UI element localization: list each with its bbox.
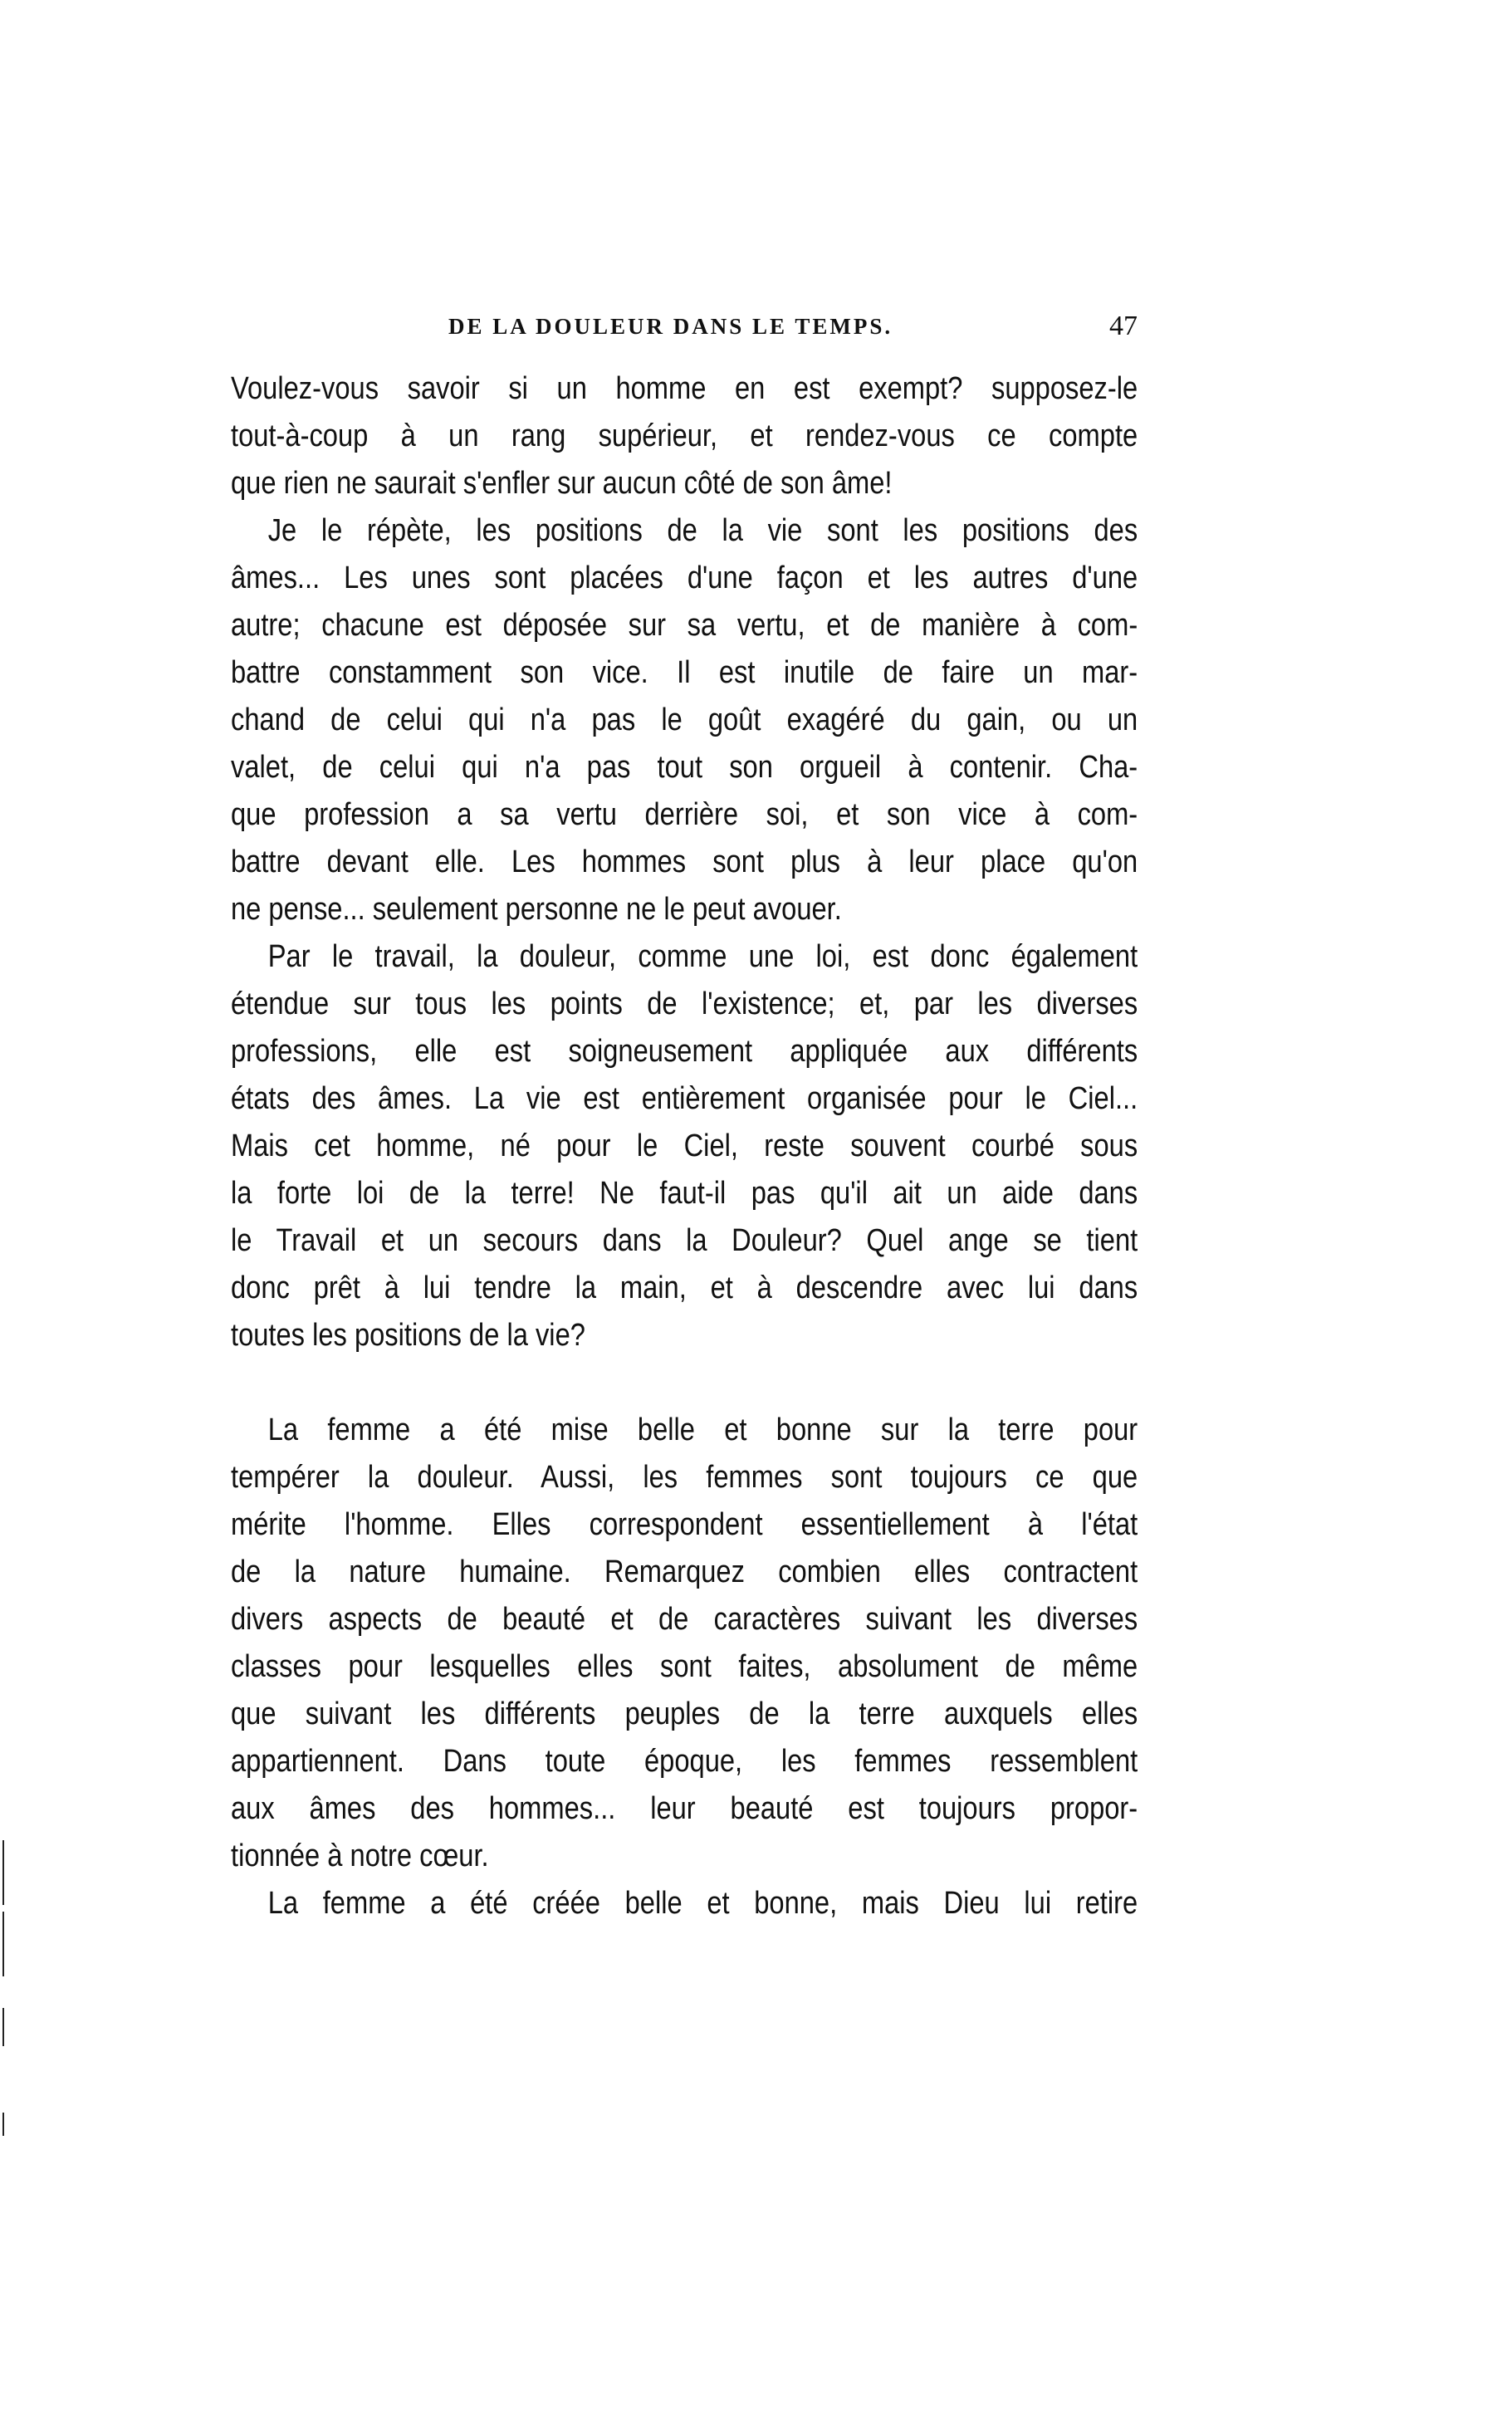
- scan-artifact-line: [2, 1840, 4, 1905]
- text-line: divers aspects de beauté et de caractères suivant les diverses: [231, 1602, 1138, 1637]
- text-line: que suivant les différents peuples de la terre auxquels elles: [231, 1697, 1138, 1731]
- running-header: [231, 311, 1138, 344]
- text-line: que profession a sa vertu derrière soi, et son vice à com-: [231, 797, 1138, 832]
- text-line: tout-à-coup à un rang supérieur, et rendez-vous ce compte: [231, 419, 1138, 453]
- text-line: âmes... Les unes sont placées d'une façon et les autres d'une: [231, 561, 1138, 595]
- text-line: toutes les positions de la vie?: [231, 1318, 585, 1353]
- body-text: [231, 365, 1138, 1927]
- text-line: tempérer la douleur. Aussi, les femmes sont toujours ce que: [231, 1460, 1138, 1495]
- text-line: valet, de celui qui n'a pas tout son orgueil à contenir. Cha-: [231, 750, 1138, 785]
- text-line: battre constamment son vice. Il est inutile de faire un mar-: [231, 655, 1138, 690]
- text-line: le Travail et un secours dans la Douleur? Quel ange se tient: [231, 1223, 1138, 1258]
- scan-artifact-line: [2, 2008, 4, 2046]
- running-title: DE LA DOULEUR DANS LE TEMPS.: [448, 314, 893, 339]
- scan-artifact-line: [2, 2113, 4, 2136]
- text-line: Par le travail, la douleur, comme une loi, est donc également: [267, 939, 1138, 974]
- page-number: 47: [1109, 311, 1138, 341]
- text-line: donc prêt à lui tendre la main, et à descendre avec lui dans: [231, 1271, 1138, 1305]
- text-line: que rien ne saurait s'enfler sur aucun côté de son âme!: [231, 466, 893, 501]
- text-line: La femme a été mise belle et bonne sur la terre pour: [267, 1413, 1138, 1447]
- text-line: battre devant elle. Les hommes sont plus à leur place qu'on: [231, 845, 1138, 879]
- text-line: autre; chacune est déposée sur sa vertu, et de manière à com-: [231, 608, 1138, 643]
- text-line: Je le répète, les positions de la vie sont les positions des: [267, 513, 1138, 548]
- text-line: la forte loi de la terre! Ne faut-il pas qu'il ait un aide dans: [231, 1176, 1138, 1211]
- text-line: étendue sur tous les points de l'existence; et, par les diverses: [231, 987, 1138, 1021]
- text-line: professions, elle est soigneusement appliquée aux différents: [231, 1034, 1138, 1069]
- section-break: [231, 1359, 1138, 1407]
- text-line: Mais cet homme, né pour le Ciel, reste souvent courbé sous: [231, 1129, 1138, 1163]
- text-line: états des âmes. La vie est entièrement organisée pour le Ciel...: [231, 1081, 1138, 1116]
- text-line: La femme a été créée belle et bonne, mais Dieu lui retire: [267, 1886, 1138, 1921]
- text-line: de la nature humaine. Remarquez combien elles contractent: [231, 1555, 1138, 1589]
- text-line: appartiennent. Dans toute époque, les femmes ressemblent: [231, 1744, 1138, 1779]
- text-line: tionnée à notre cœur.: [231, 1839, 489, 1873]
- scan-artifact-line: [2, 1912, 4, 1976]
- text-line: Voulez-vous savoir si un homme en est exempt? supposez-le: [231, 371, 1138, 406]
- text-line: chand de celui qui n'a pas le goût exagéré du gain, ou un: [231, 703, 1138, 737]
- text-line: ne pense... seulement personne ne le peut avouer.: [231, 892, 842, 927]
- text-line: classes pour lesquelles elles sont faites, absolument de même: [231, 1649, 1138, 1684]
- text-line: aux âmes des hommes... leur beauté est toujours propor-: [231, 1791, 1138, 1826]
- text-line: mérite l'homme. Elles correspondent essentiellement à l'état: [231, 1507, 1138, 1542]
